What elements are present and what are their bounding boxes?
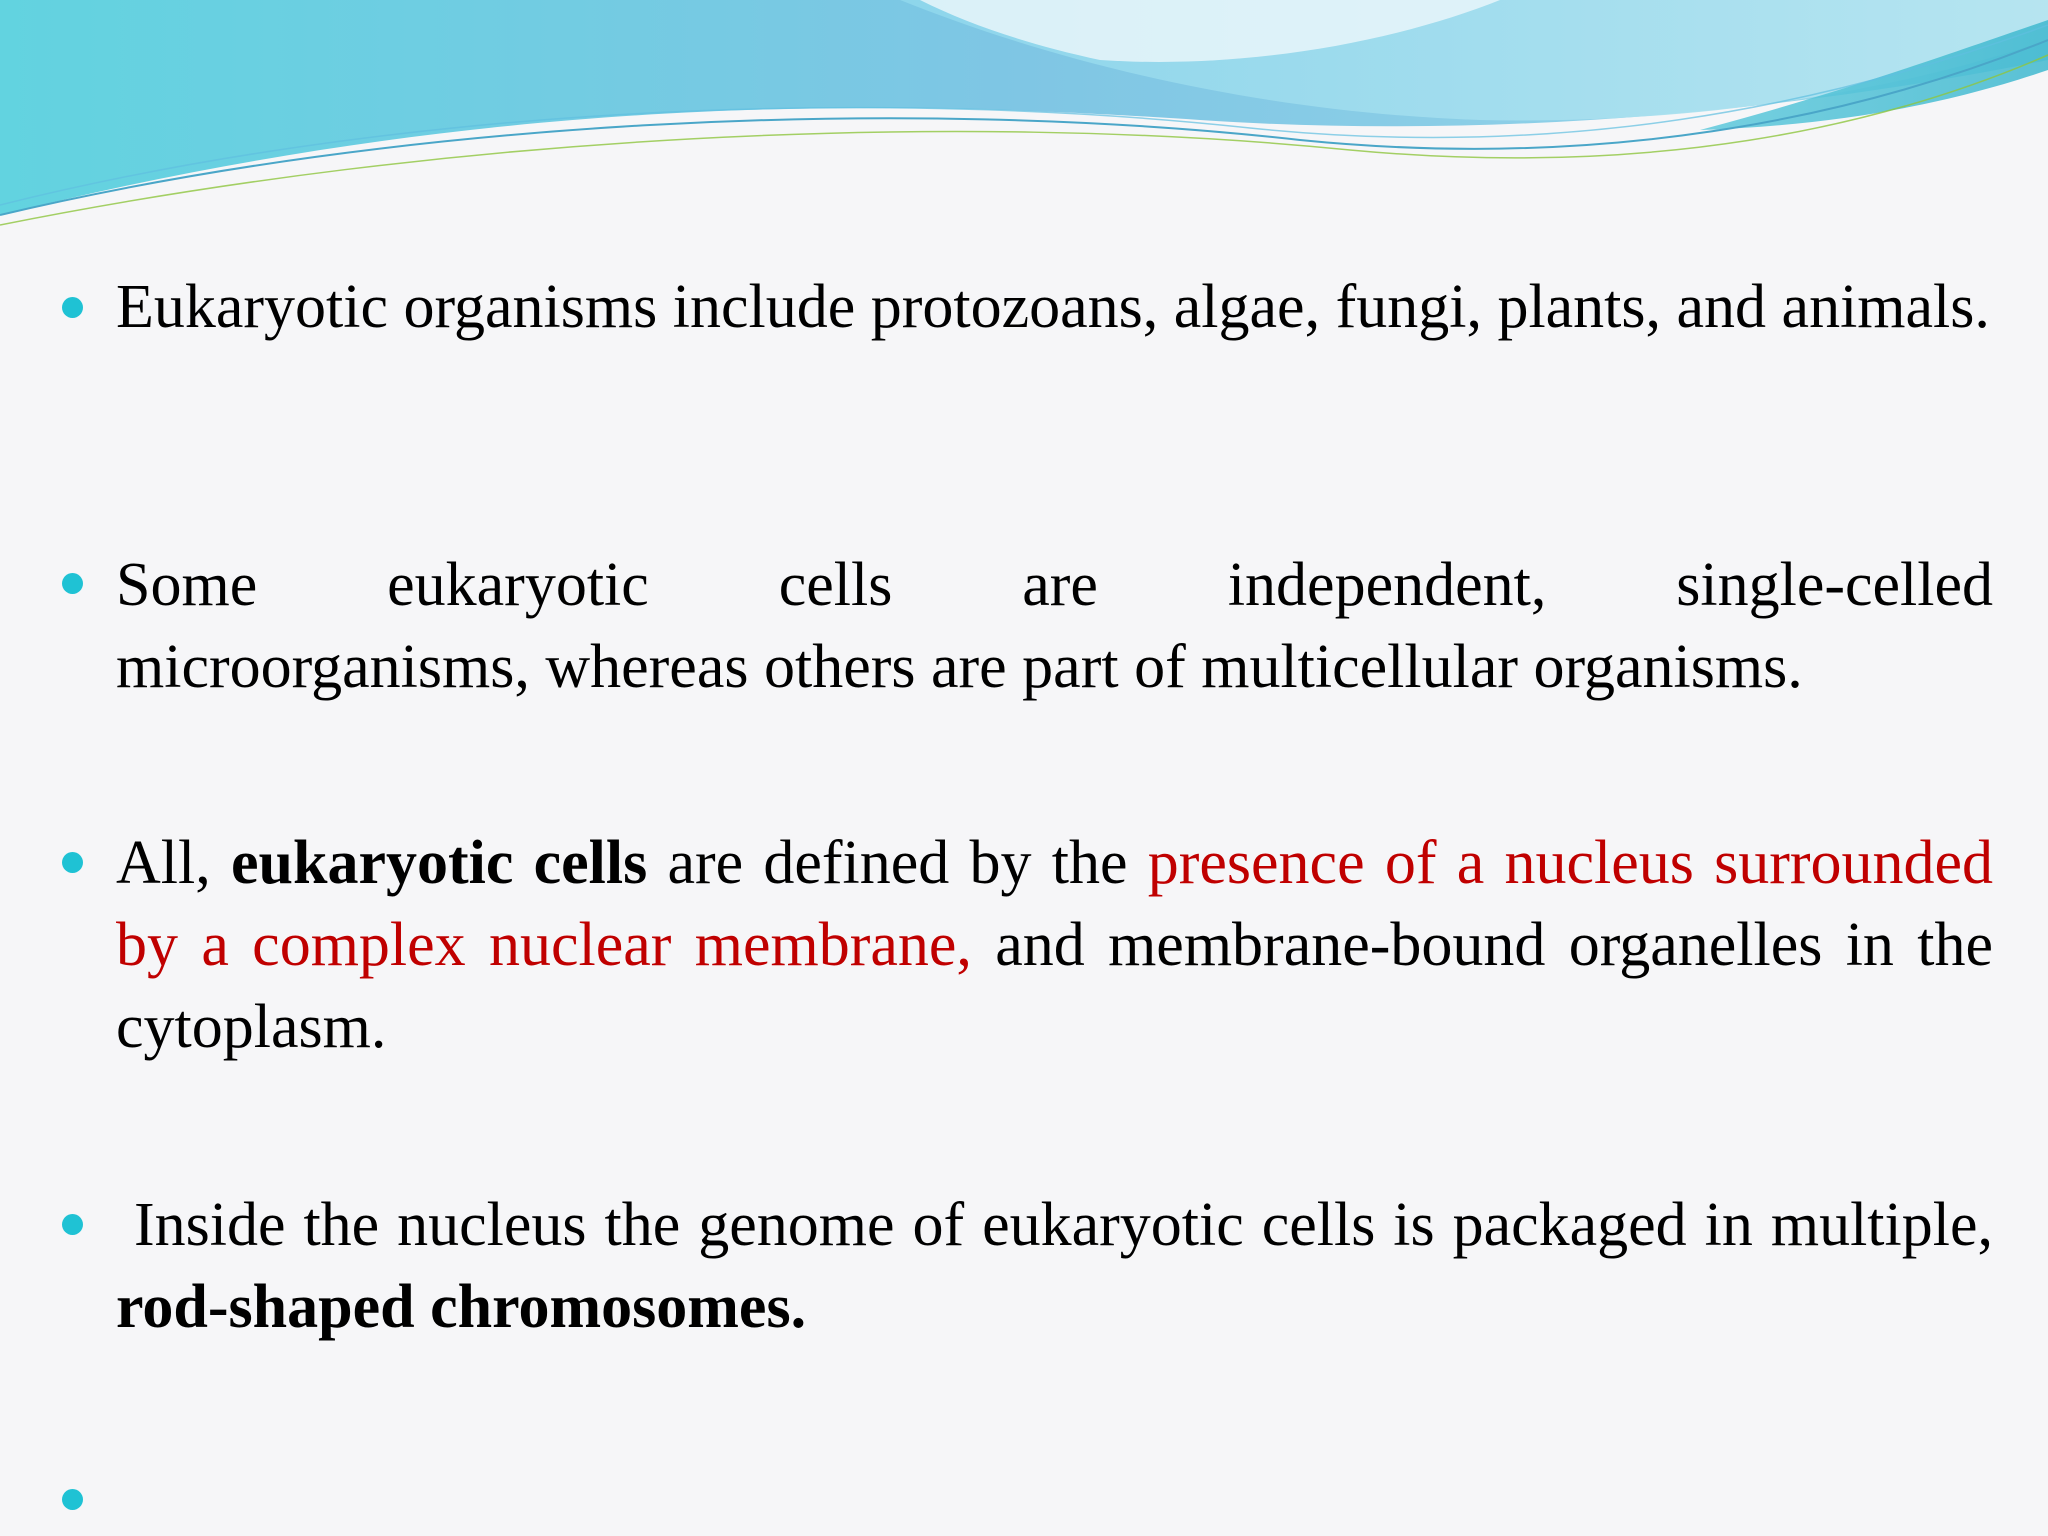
bullet-3 <box>116 822 1993 1068</box>
bullet-1 <box>116 266 1993 348</box>
bullet-dot-2 <box>62 573 83 594</box>
bullet-2-line-2: microorganisms, whereas others are part of multicellular organisms. <box>116 633 1803 701</box>
bullet-dot-5 <box>62 1489 83 1510</box>
bullet-3-highlight: presence of a nucleus surrounded by a complex nuclear membrane, <box>116 829 1994 979</box>
bullet-2 <box>116 544 1993 708</box>
bullet-2-line-1: Some eukaryotic cells are independent, single-celled <box>116 551 1993 619</box>
bullet-4-bold: rod-shaped chromosomes. <box>116 1273 807 1341</box>
bullet-dot-3 <box>62 852 83 873</box>
bullet-1-text: Eukaryotic organisms include protozoans, algae, fungi, plants, and animals. <box>116 273 1990 341</box>
bullet-3-text-c: and membrane-bound organelles in the cytoplasm. <box>116 911 1993 1061</box>
bullet-dot-4 <box>62 1214 83 1235</box>
bullet-3-text-a: All, <box>116 829 231 897</box>
bullet-3-bold: eukaryotic cells <box>230 829 648 897</box>
bullet-3-text-b: are defined by the <box>647 829 1148 897</box>
bullet-4-text: Inside the nucleus the genome of eukaryotic cells is packaged in multiple, <box>116 1191 2009 1259</box>
bullet-4 <box>116 1184 2009 1348</box>
bullet-dot-1 <box>62 297 83 318</box>
